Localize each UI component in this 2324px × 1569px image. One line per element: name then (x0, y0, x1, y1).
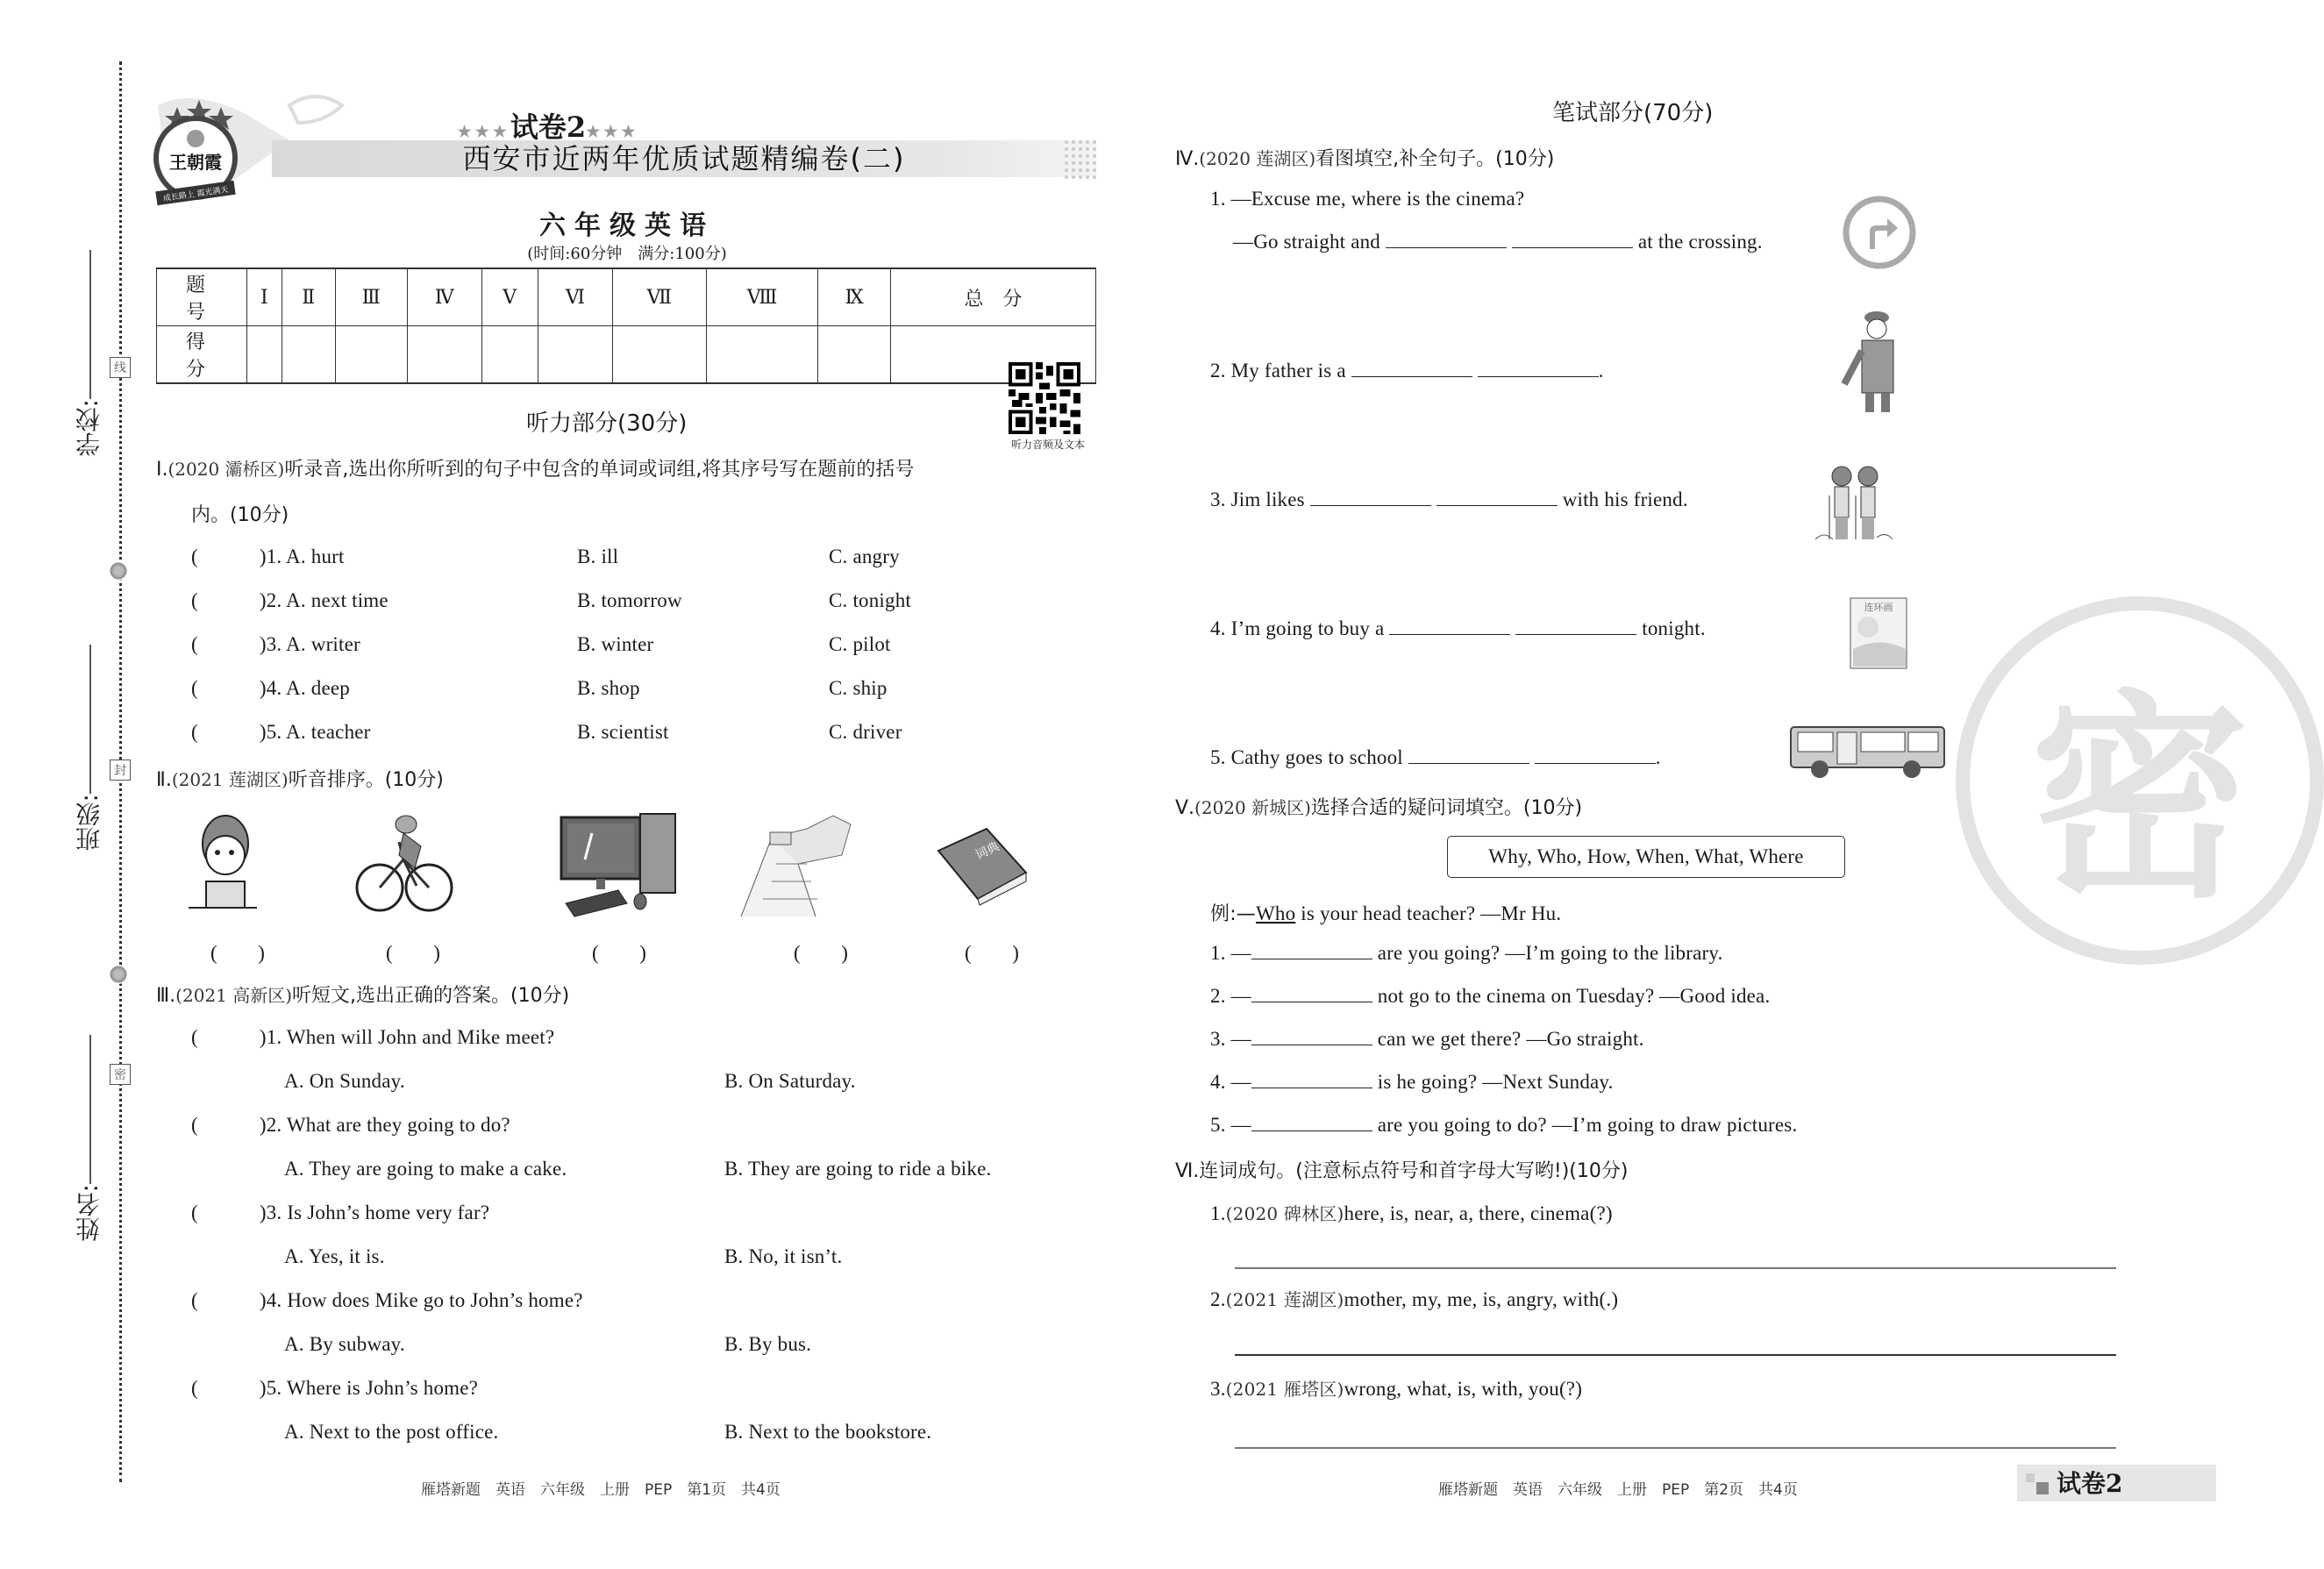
order-bracket[interactable]: ( ) (794, 942, 849, 964)
fill-blank[interactable] (1251, 1001, 1372, 1002)
fill-blank[interactable] (1389, 633, 1510, 635)
option-b: B. scientist (577, 721, 669, 743)
part4-q1-line1: 1. —Excuse me, where is the cinema? (1210, 188, 1525, 210)
score-cell[interactable] (247, 326, 282, 384)
answer-line[interactable] (1235, 1267, 2116, 1269)
qr-code-icon[interactable] (1009, 362, 1080, 434)
item-text: can we get there? —Go straight. (1377, 1028, 1644, 1050)
item-number: 2. — (1210, 985, 1251, 1007)
part4-q1-line2 (1233, 231, 1763, 253)
part4-q2 (1210, 360, 1604, 382)
part4-heading (1175, 144, 1554, 171)
picture-boy-reading (189, 807, 259, 916)
part5-list (1210, 942, 2000, 1157)
part3-options (191, 1158, 1112, 1202)
paper-label: 试卷2 (510, 111, 587, 144)
part3-options (191, 1070, 1112, 1114)
option-c: C. angry (829, 546, 900, 567)
option-a: )2. A. next time (259, 589, 389, 611)
question-text: )4. How does Mike go to John’s home? (259, 1289, 583, 1311)
part1-item (191, 677, 1068, 721)
part2-district: (2021 莲湖区) (171, 769, 289, 790)
fill-blank[interactable] (1251, 1044, 1372, 1045)
item-number: 1. — (1210, 942, 1251, 964)
part3-district: (2021 高新区) (175, 985, 293, 1006)
part1-district: (2020 灞桥区) (168, 459, 285, 480)
fill-blank[interactable] (1512, 246, 1633, 248)
answer-bracket[interactable]: ( (191, 1026, 198, 1048)
score-col: Ⅱ (282, 268, 335, 326)
order-bracket[interactable]: ( ) (592, 942, 647, 964)
picture-bus (1789, 724, 1947, 781)
answer-bracket[interactable]: ( (191, 677, 198, 699)
picture-great-wall (737, 811, 859, 916)
option-b: B. tomorrow (577, 589, 682, 611)
part3-question (191, 1114, 1112, 1158)
answer-line[interactable] (1235, 1447, 2116, 1449)
page-footer-left: 雁塔新题 英语 六年级 上册 PEP 第1页 共4页 (421, 1481, 781, 1499)
turn-right-sign-icon (1842, 195, 1917, 270)
option-c: C. driver (829, 721, 902, 743)
fill-blank[interactable] (1351, 375, 1472, 377)
score-table (156, 267, 1096, 384)
part5-heading (1175, 793, 1582, 820)
logo-wordmark: 王朝霞 (169, 152, 222, 173)
part4-q3 (1210, 489, 1688, 511)
item-words: mother, my, me, is, angry, with(.) (1344, 1288, 1619, 1310)
item-text: are you going to do? —I’m going to draw pictures. (1377, 1114, 1798, 1136)
option-a: )4. A. deep (259, 677, 350, 699)
option-a: A. On Sunday. (284, 1070, 405, 1092)
picture-dictionary (934, 824, 1030, 903)
part3-options (191, 1245, 1112, 1289)
listening-section-title: 听力部分(30分) (526, 410, 688, 437)
score-col: Ⅰ (247, 268, 282, 326)
part3-options (191, 1333, 1112, 1377)
picture-policeman (1837, 307, 1907, 417)
part6-item-2 (1210, 1286, 1618, 1311)
writing-section-title: 笔试部分(70分) (1552, 100, 1714, 126)
score-table-label: 题 号 (157, 268, 247, 326)
seal-mark-secret: 密 (110, 1064, 131, 1085)
item-number: 3. (1210, 1378, 1226, 1400)
answer-bracket[interactable]: ( (191, 546, 198, 567)
sentence-pre: 5. Cathy goes to school (1210, 746, 1403, 768)
part1-heading (156, 454, 914, 481)
fill-blank[interactable] (1251, 1130, 1372, 1131)
score-cell[interactable] (282, 326, 335, 384)
fill-blank[interactable] (1436, 504, 1558, 506)
stars-right: ★★★ (586, 123, 639, 141)
rose-ornament-icon (109, 561, 128, 581)
school-label: 学校: (75, 399, 103, 457)
watermark-stamp (1956, 596, 2324, 965)
sentence-post: at the crossing. (1637, 231, 1763, 253)
answer-bracket[interactable]: ( (191, 1202, 198, 1223)
score-cell[interactable] (613, 326, 707, 384)
part3-question (191, 1026, 1112, 1070)
score-cell[interactable] (818, 326, 890, 384)
score-col: Ⅴ (481, 268, 538, 326)
score-col: Ⅶ (613, 268, 707, 326)
question-text: )1. When will John and Mike meet? (259, 1026, 555, 1048)
option-b: B. Next to the bookstore. (724, 1421, 932, 1443)
option-b: B. winter (577, 633, 654, 655)
part1-item (191, 633, 1068, 677)
score-col: Ⅳ (407, 268, 481, 326)
fill-blank[interactable] (1251, 958, 1372, 959)
item-district: (2021 雁塔区) (1225, 1379, 1344, 1400)
fill-blank[interactable] (1408, 762, 1529, 764)
answer-bracket[interactable]: ( (191, 721, 198, 743)
option-b: B. shop (577, 677, 640, 699)
option-b: B. No, it isn’t. (724, 1245, 843, 1267)
part3-question (191, 1202, 1112, 1245)
part5-item (1210, 942, 2000, 985)
picture-cyclist (355, 807, 452, 916)
word-bank: Why, Who, How, When, What, Where (1488, 845, 1804, 867)
name-label: 姓名: (75, 1184, 103, 1242)
sentence-pre: 3. Jim likes (1210, 489, 1305, 510)
option-a: A. By subway. (284, 1333, 405, 1355)
picture-hiking-friends (1815, 460, 1894, 548)
page-footer-right: 雁塔新题 英语 六年级 上册 PEP 第2页 共4页 (1438, 1481, 1798, 1499)
sentence-pre: 4. I’m going to buy a (1210, 617, 1385, 639)
question-text: )2. What are they going to do? (259, 1114, 510, 1136)
score-cell[interactable] (407, 326, 481, 384)
part3-numeral: Ⅲ. (156, 985, 176, 1007)
part1-numeral: Ⅰ. (156, 459, 168, 481)
order-bracket[interactable]: ( ) (210, 942, 266, 964)
item-text: not go to the cinema on Tuesday? —Good idea. (1377, 985, 1771, 1007)
option-a: )3. A. writer (259, 633, 360, 655)
item-number: 2. (1210, 1288, 1226, 1310)
item-number: 3. — (1210, 1028, 1251, 1050)
score-col: Ⅵ (538, 268, 612, 326)
sentence-post: . (1598, 360, 1604, 382)
part6-numeral: Ⅵ. (1175, 1160, 1200, 1182)
name-field-line[interactable] (89, 1035, 91, 1184)
option-b: B. ill (577, 546, 619, 567)
picture-computer (557, 807, 688, 916)
option-b: B. They are going to ride a bike. (724, 1158, 992, 1180)
sentence-post: with his friend. (1562, 489, 1688, 510)
part4-instruction: 看图填空,补全句子。(10分) (1315, 148, 1555, 170)
part1-item (191, 546, 1068, 589)
option-a: )5. A. teacher (259, 721, 371, 743)
watermark-char: 密 (2030, 672, 2249, 927)
sentence-pre: 2. My father is a (1210, 360, 1346, 382)
paper-badge: 试卷2 (2057, 1469, 2123, 1498)
option-b: B. By bus. (724, 1333, 812, 1355)
question-text: )5. Where is John’s home? (259, 1377, 479, 1399)
seal-mark-seal: 封 (110, 760, 131, 781)
dictionary-label: 词典 (973, 839, 1002, 863)
subject-title: 六年级英语 (539, 210, 715, 241)
school-field-line[interactable] (89, 250, 91, 399)
score-cell[interactable] (706, 326, 818, 384)
exam-title: 西安市近两年优质试题精编卷(二) (462, 142, 906, 175)
sentence-post: tonight. (1642, 617, 1706, 639)
fill-blank[interactable] (1310, 504, 1431, 506)
option-a: )1. A. hurt (259, 546, 345, 567)
score-cell[interactable] (481, 326, 538, 384)
score-col: Ⅸ (818, 268, 890, 326)
option-a: A. They are going to make a cake. (284, 1158, 567, 1180)
seal-mark-line: 线 (110, 357, 131, 378)
item-number: 4. — (1210, 1071, 1251, 1093)
part2-instruction: 听音排序。(10分) (288, 769, 444, 791)
score-table-header-row (157, 268, 1096, 326)
comic-label: 连环画 (1864, 602, 1893, 613)
item-number: 5. — (1210, 1114, 1251, 1136)
score-col: Ⅲ (335, 268, 407, 326)
stars-left: ★★★ (457, 123, 510, 141)
option-c: C. tonight (829, 589, 912, 611)
fill-blank[interactable] (1251, 1087, 1372, 1088)
option-b: B. On Saturday. (724, 1070, 856, 1092)
fill-blank[interactable] (1386, 246, 1507, 248)
part4-numeral: Ⅳ. (1175, 148, 1200, 170)
part4-q4 (1210, 617, 1706, 640)
item-words: wrong, what, is, with, you(?) (1344, 1378, 1583, 1400)
item-number: 1. (1210, 1202, 1226, 1224)
word-bank-box (1447, 836, 1845, 878)
part6-item-1 (1210, 1200, 1613, 1225)
part3-question (191, 1377, 1112, 1421)
part3-instruction: 听短文,选出正确的答案。(10分) (292, 985, 570, 1007)
part5-item (1210, 985, 2000, 1028)
score-cell[interactable] (335, 326, 407, 384)
item-district: (2020 碑林区) (1225, 1203, 1344, 1224)
part1-list (191, 546, 1068, 765)
part5-example (1210, 899, 1561, 926)
sentence-post: . (1655, 746, 1661, 768)
badge-square-decor (2026, 1473, 2035, 1482)
order-bracket[interactable]: ( ) (965, 942, 1020, 964)
score-col: Ⅷ (706, 268, 818, 326)
part3-heading (156, 981, 569, 1008)
class-label: 班级: (75, 794, 103, 852)
option-c: C. pilot (829, 633, 891, 655)
part5-instruction: 选择合适的疑问词填空。(10分) (1310, 797, 1583, 819)
sentence-pre: —Go straight and (1233, 231, 1381, 253)
order-bracket[interactable]: ( ) (386, 942, 441, 964)
answer-bracket[interactable]: ( (191, 1114, 198, 1136)
part1-instruction: 听录音,选出你所听到的句子中包含的单词或词组,将其序号写在题前的括号 (284, 459, 915, 481)
answer-bracket[interactable]: ( (191, 1377, 198, 1399)
example-prefix: 例:— (1210, 903, 1257, 925)
item-words: here, is, near, a, there, cinema(?) (1344, 1202, 1613, 1224)
fill-blank[interactable] (1515, 633, 1636, 635)
part5-item (1210, 1028, 2000, 1071)
fill-blank[interactable] (1478, 375, 1599, 377)
class-field-line[interactable] (89, 645, 91, 794)
exam-time-info: (时间:60分钟 满分:100分) (527, 245, 727, 263)
part1-instruction-cont: 内。(10分) (191, 504, 289, 526)
example-text: is your head teacher? —Mr Hu. (1295, 902, 1562, 924)
example-answer: Who (1256, 902, 1296, 924)
part5-district: (2020 新城区) (1194, 797, 1311, 818)
part4-district: (2020 莲湖区) (1199, 148, 1316, 169)
score-col-total: 总 分 (890, 268, 1095, 326)
part1-item (191, 721, 1068, 765)
score-table-score-row (157, 326, 1096, 384)
part3-question (191, 1289, 1112, 1333)
part6-instruction: 连词成句。(注意标点符号和首字母大写哟!)(10分) (1199, 1160, 1629, 1182)
fill-blank[interactable] (1535, 762, 1656, 764)
part5-numeral: Ⅴ. (1175, 797, 1195, 819)
picture-comic-book (1849, 596, 1910, 671)
part6-item-3 (1210, 1375, 1582, 1401)
part3-options (191, 1421, 1112, 1465)
item-text: are you going? —I’m going to the library. (1377, 942, 1723, 964)
answer-bracket[interactable]: ( (191, 589, 198, 611)
item-text: is he going? —Next Sunday. (1377, 1071, 1614, 1093)
rose-ornament-icon (109, 965, 128, 984)
part5-item (1210, 1114, 2000, 1157)
part6-heading (1175, 1156, 1628, 1183)
badge-square-decor (2036, 1482, 2049, 1494)
part4-q5 (1210, 746, 1661, 769)
option-c: C. ship (829, 677, 888, 699)
option-a: A. Yes, it is. (284, 1245, 385, 1267)
option-a: A. Next to the post office. (284, 1421, 499, 1443)
part2-heading (156, 765, 444, 792)
svg-text:成长路上 霞光满天: 成长路上 霞光满天 (162, 185, 230, 204)
question-text: )3. Is John’s home very far? (259, 1202, 490, 1223)
part5-item (1210, 1071, 2000, 1114)
answer-bracket[interactable]: ( (191, 633, 198, 655)
part3-list (191, 1026, 1112, 1465)
answer-bracket[interactable]: ( (191, 1289, 198, 1311)
score-row-label: 得 分 (157, 326, 247, 384)
qr-caption: 听力音频及文本 (1010, 439, 1085, 451)
part1-item (191, 589, 1068, 633)
part2-numeral: Ⅱ. (156, 769, 172, 791)
score-cell[interactable] (538, 326, 612, 384)
answer-line[interactable] (1235, 1354, 2116, 1356)
item-district: (2021 莲湖区) (1225, 1289, 1344, 1310)
